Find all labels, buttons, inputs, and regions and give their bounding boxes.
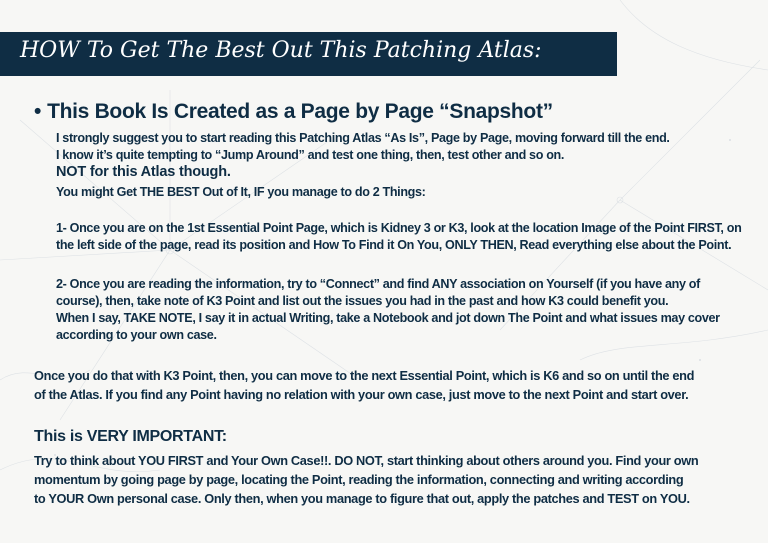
step-two-line: according to your own case. — [56, 328, 217, 342]
step-one-line: the left side of the page, read its position and How To Find it On You, ONLY THEN, Read everything else about the Point. — [56, 238, 732, 252]
important-line: Try to think about YOU FIRST and Your Own Case!!. DO NOT, start thinking about others around you. Find your own — [34, 453, 699, 468]
step-one-line: 1- Once you are on the 1st Essential Point Page, which is Kidney 3 or K3, look at the location Image of the Point FIRST, on — [56, 221, 742, 235]
intro-line: I know it’s quite tempting to “Jump Around” and test one thing, then, test other and so on. — [56, 148, 565, 162]
section-heading-text: This Book Is Created as a Page by Page “Snapshot” — [47, 100, 553, 123]
step-two-line: When I say, TAKE NOTE, I say it in actual Writing, take a Notebook and jot down The Point and what issues may cover — [56, 311, 720, 325]
step-one-paragraph — [56, 220, 741, 254]
important-line: momentum by going page by page, locating the Point, reading the information, connecting and writing according — [34, 472, 684, 487]
next-point-paragraph — [34, 366, 694, 404]
important-line: to YOUR Own personal case. Only then, when you manage to figure that out, apply the patches and TEST on YOU. — [34, 491, 690, 506]
get-best-text: You might Get THE BEST Out of It, IF you manage to do 2 Things: — [56, 185, 426, 199]
intro-line: I strongly suggest you to start reading this Patching Atlas “As Is”, Page by Page, moving forward till the end. — [56, 131, 670, 145]
step-two-line: course), then, take note of K3 Point and list out the issues you had in the past and how K3 could benefit you. — [56, 294, 669, 308]
step-two-line: 2- Once you are reading the information, try to “Connect” and find ANY association on Yourself (if you have any of — [56, 277, 700, 291]
important-heading: This is VERY IMPORTANT: — [34, 428, 227, 445]
next-point-line: Once you do that with K3 Point, then, you can move to the next Essential Point, which is K6 and so on until the end — [34, 368, 695, 383]
page-title: HOW To Get The Best Out This Patching Atlas: — [20, 38, 542, 63]
important-paragraph — [34, 451, 698, 508]
step-two-paragraph — [56, 276, 720, 344]
next-point-line: of the Atlas. If you find any Point having no relation with your own case, just move to the next Point and start over. — [34, 387, 689, 402]
section-heading — [34, 100, 553, 124]
intro-paragraph — [56, 130, 670, 164]
not-for-atlas-text: NOT for this Atlas though. — [56, 164, 231, 180]
bullet-icon: • — [34, 100, 42, 123]
